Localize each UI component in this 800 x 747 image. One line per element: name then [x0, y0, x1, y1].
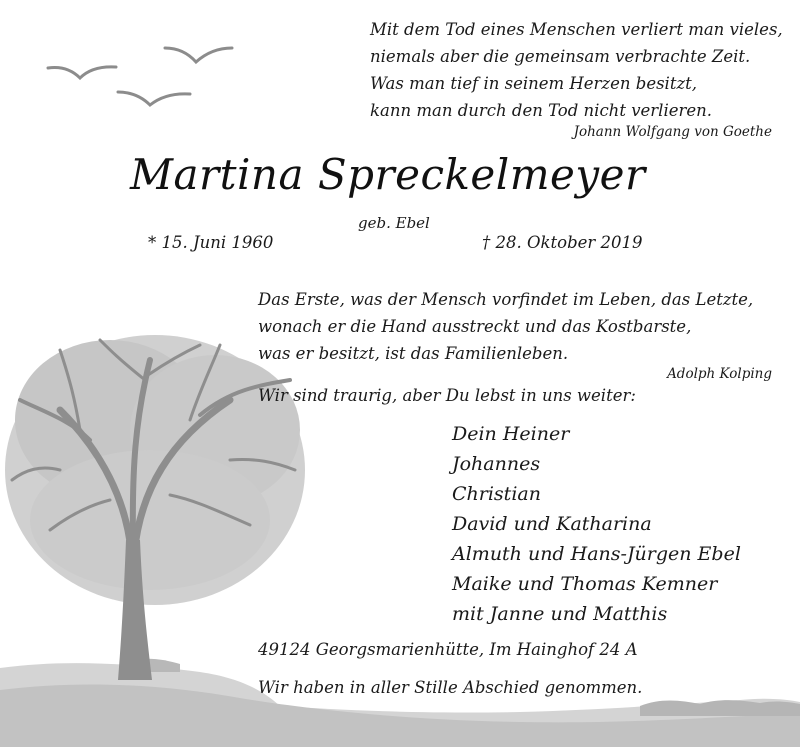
deceased-name: Martina Spreckelmeyer: [130, 150, 646, 199]
mourning-line: Wir sind traurig, aber Du lebst in uns weiter:: [258, 386, 636, 405]
quote-author-kolping: Adolph Kolping: [667, 366, 772, 382]
quote-line: was er besitzt, ist das Familienleben.: [258, 344, 569, 363]
quote-line: kann man durch den Tod nicht verlieren.: [370, 101, 713, 120]
quote-line: Mit dem Tod eines Menschen verliert man vieles,: [370, 20, 783, 39]
farewell-line: Wir haben in aller Stille Abschied genommen.: [258, 678, 643, 697]
quote-goethe: [370, 16, 783, 124]
mourner-item: Christian: [452, 483, 541, 505]
mourner-item: Maike und Thomas Kemner: [452, 573, 718, 595]
quote-line: niemals aber die gemeinsam verbrachte Zeit.: [370, 47, 751, 66]
bird-icon: [118, 92, 190, 105]
quote-line: wonach er die Hand ausstreckt und das Kostbarste,: [258, 317, 692, 336]
quote-line: Was man tief in seinem Herzen besitzt,: [370, 74, 698, 93]
address: 49124 Georgsmarienhütte, Im Hainghof 24 A: [258, 640, 638, 659]
quote-kolping: [258, 286, 753, 367]
bird-icon: [48, 67, 116, 78]
quote-author-goethe: Johann Wolfgang von Goethe: [573, 124, 772, 140]
death-date: † 28. Oktober 2019: [482, 233, 643, 252]
birds: [48, 48, 232, 105]
mourners-list: [452, 419, 741, 629]
mourner-item: Almuth und Hans-Jürgen Ebel: [452, 543, 741, 565]
quote-line: Das Erste, was der Mensch vorfindet im Leben, das Letzte,: [258, 290, 754, 309]
mourner-item: mit Janne und Matthis: [452, 603, 668, 625]
birth-date: * 15. Juni 1960: [148, 233, 274, 252]
mourner-item: David und Katharina: [452, 513, 652, 535]
bird-icon: [165, 48, 232, 62]
mourner-item: Dein Heiner: [452, 423, 570, 445]
mourner-item: Johannes: [452, 453, 541, 475]
maiden-name: geb. Ebel: [358, 214, 430, 232]
